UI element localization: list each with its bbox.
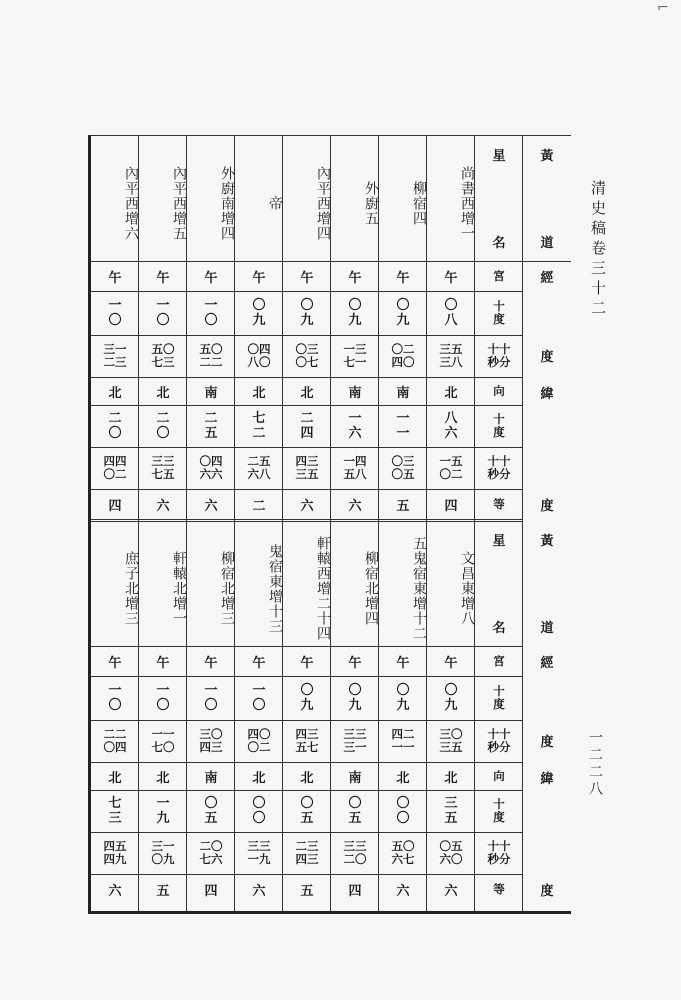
cell-ms: 〇三 〇七 — [295, 342, 319, 369]
label-dao: 道 — [540, 620, 554, 636]
cell-mag: 六 — [252, 883, 266, 899]
cell-latms: 五〇 六七 — [391, 839, 415, 866]
cell-latms: 三三 二〇 — [343, 839, 367, 866]
section-divider — [523, 261, 571, 262]
cell-deg: 〇 九 — [396, 298, 410, 328]
star-name: 軒轅西增二十四 — [315, 536, 331, 641]
label-huang: 黃 — [540, 148, 554, 164]
cell-palace: 午 — [252, 270, 266, 286]
star-name: 內平西增五 — [171, 166, 187, 241]
star-name: 柳宿四 — [411, 181, 427, 226]
cell-dir: 南 — [204, 385, 218, 401]
cell-dir: 北 — [300, 385, 314, 401]
cell-ms: 三〇 四三 — [199, 727, 223, 754]
header-dir: 向 — [493, 768, 505, 783]
cell-palace: 午 — [300, 655, 314, 671]
cell-ms: 三三 三一 — [343, 727, 367, 754]
cell-mag: 六 — [444, 883, 458, 899]
header-name: 名 — [492, 235, 506, 251]
star-name: 帝 — [267, 196, 283, 211]
cell-mag: 四 — [444, 498, 458, 514]
cell-latms: 一五 〇二 — [439, 454, 463, 481]
cell-mag: 四 — [204, 883, 218, 899]
cell-ms: 四三 五七 — [295, 727, 319, 754]
cell-ms: 一三 七一 — [343, 342, 367, 369]
header-deg: 十 度 — [493, 684, 505, 711]
star-name: 鬼宿東增十三 — [267, 543, 283, 634]
cell-palace: 午 — [204, 655, 218, 671]
cell-palace: 午 — [396, 655, 410, 671]
cell-palace: 午 — [396, 270, 410, 286]
cell-mag: 六 — [204, 498, 218, 514]
header-palace: 宮 — [493, 268, 505, 283]
cell-palace: 午 — [348, 270, 362, 286]
cell-latms: 四五 四九 — [103, 839, 127, 866]
label-wei: 緯 — [540, 386, 554, 402]
cell-latdeg: 七 二 — [252, 411, 266, 441]
cell-dir: 北 — [156, 770, 170, 786]
cell-mag: 五 — [396, 498, 410, 514]
cell-palace: 午 — [108, 270, 122, 286]
cell-latms: 二五 六八 — [247, 454, 271, 481]
row-divider — [91, 519, 523, 520]
star-table — [88, 135, 571, 914]
cell-latdeg: 二 〇 — [156, 411, 170, 441]
cell-deg: 一 〇 — [108, 683, 122, 713]
cell-deg: 〇 九 — [300, 683, 314, 713]
cell-deg: 一 〇 — [108, 298, 122, 328]
label-du: 度 — [540, 734, 554, 750]
cell-deg: 〇 九 — [444, 683, 458, 713]
header-ms: 十十 秒分 — [487, 342, 511, 369]
cell-dir: 北 — [396, 770, 410, 786]
star-name: 柳宿北增四 — [363, 551, 379, 626]
label-du2: 度 — [540, 498, 554, 514]
cell-mag: 六 — [396, 883, 410, 899]
cell-deg: 〇 八 — [444, 298, 458, 328]
cell-dir: 北 — [444, 385, 458, 401]
star-name: 軒轅北增一 — [171, 551, 187, 626]
cell-palace: 午 — [108, 655, 122, 671]
header-palace: 宮 — [493, 653, 505, 668]
side-title: 清史稿卷三十二 — [589, 180, 607, 320]
cell-latdeg: 二 五 — [204, 411, 218, 441]
header-deg: 十 度 — [493, 299, 505, 326]
cell-latms: 三三 一九 — [247, 839, 271, 866]
cell-dir: 北 — [252, 770, 266, 786]
cell-mag: 四 — [348, 883, 362, 899]
label-dao: 道 — [540, 235, 554, 251]
cell-latms: 三一 〇九 — [151, 839, 175, 866]
star-name: 外廚五 — [363, 181, 379, 226]
cell-mag: 五 — [156, 883, 170, 899]
cell-ms: 二二 〇四 — [103, 727, 127, 754]
cell-palace: 午 — [156, 270, 170, 286]
cell-latms: 〇三 〇五 — [391, 454, 415, 481]
star-name: 柳宿北增三 — [219, 551, 235, 626]
cell-deg: 〇 九 — [300, 298, 314, 328]
cell-dir: 北 — [156, 385, 170, 401]
cell-latdeg: 一 一 — [396, 411, 410, 441]
cell-latdeg: 〇 〇 — [252, 796, 266, 826]
header-name: 名 — [492, 620, 506, 636]
cell-dir: 南 — [396, 385, 410, 401]
cell-mag: 六 — [300, 498, 314, 514]
cell-latdeg: 八 六 — [444, 411, 458, 441]
cell-latms: 〇五 六〇 — [439, 839, 463, 866]
cell-ms: 四〇 〇二 — [247, 727, 271, 754]
cell-ms: 三一 二三 — [103, 342, 127, 369]
cell-ms: 三〇 三五 — [439, 727, 463, 754]
cell-latms: 四四 〇二 — [103, 454, 127, 481]
cell-dir: 南 — [204, 770, 218, 786]
header-latms: 十十 秒分 — [487, 454, 511, 481]
cell-latdeg: 三 五 — [444, 796, 458, 826]
cell-mag: 二 — [252, 498, 266, 514]
star-name: 內平西增六 — [123, 166, 139, 241]
cell-latdeg: 〇 五 — [348, 796, 362, 826]
cell-latms: 一四 五八 — [343, 454, 367, 481]
cell-palace: 午 — [252, 655, 266, 671]
cell-dir: 北 — [300, 770, 314, 786]
cell-palace: 午 — [300, 270, 314, 286]
label-huang: 黃 — [540, 533, 554, 549]
cell-ms: 〇四 八〇 — [247, 342, 271, 369]
cell-mag: 四 — [108, 498, 122, 514]
cell-ms: 三五 三八 — [439, 342, 463, 369]
cell-deg: 一 〇 — [156, 298, 170, 328]
cell-latdeg: 七 三 — [108, 796, 122, 826]
cell-latdeg: 一 六 — [348, 411, 362, 441]
cell-dir: 北 — [108, 770, 122, 786]
cell-latdeg: 〇 五 — [204, 796, 218, 826]
cell-deg: 一 〇 — [204, 298, 218, 328]
cell-ms: 〇二 四〇 — [391, 342, 415, 369]
cell-deg: 一 〇 — [252, 683, 266, 713]
cell-deg: 〇 九 — [396, 683, 410, 713]
header-mag: 等 — [493, 881, 505, 896]
label-jing: 經 — [540, 270, 554, 286]
cell-mag: 六 — [108, 883, 122, 899]
star-name: 尚書西增一 — [459, 166, 475, 241]
cell-latdeg: 二 四 — [300, 411, 314, 441]
cell-dir: 北 — [108, 385, 122, 401]
header-mag: 等 — [493, 496, 505, 511]
header-latdeg: 十 度 — [493, 412, 505, 439]
header-latms: 十十 秒分 — [487, 839, 511, 866]
header-dir: 向 — [493, 383, 505, 398]
cell-deg: 〇 九 — [348, 683, 362, 713]
cell-latdeg: 〇 五 — [300, 796, 314, 826]
cell-latdeg: 一 九 — [156, 796, 170, 826]
star-name: 文昌東增八 — [459, 551, 475, 626]
cell-mag: 六 — [156, 498, 170, 514]
star-name: 五鬼宿東增十二 — [411, 536, 427, 641]
star-name: 內平西增四 — [315, 166, 331, 241]
star-name: 庶子北增三 — [123, 551, 139, 626]
cell-dir: 北 — [252, 385, 266, 401]
cell-dir: 北 — [444, 770, 458, 786]
cell-deg: 〇 九 — [252, 298, 266, 328]
header-ms: 十十 秒分 — [487, 727, 511, 754]
cell-deg: 一 〇 — [156, 683, 170, 713]
cell-palace: 午 — [348, 655, 362, 671]
label-jing: 經 — [540, 655, 554, 671]
cell-deg: 一 〇 — [204, 683, 218, 713]
cell-ms: 五〇 二二 — [199, 342, 223, 369]
cell-ms: 四二 一一 — [391, 727, 415, 754]
cell-palace: 午 — [156, 655, 170, 671]
cell-palace: 午 — [444, 655, 458, 671]
star-name: 外廚南增四 — [219, 166, 235, 241]
cell-latdeg: 〇 〇 — [396, 796, 410, 826]
cell-latms: 二三 四三 — [295, 839, 319, 866]
label-du: 度 — [540, 349, 554, 365]
cell-mag: 六 — [348, 498, 362, 514]
corner-mark: ⌐ — [657, 0, 669, 16]
cell-latdeg: 二 〇 — [108, 411, 122, 441]
label-du2: 度 — [540, 883, 554, 899]
cell-latms: 二〇 七六 — [199, 839, 223, 866]
cell-ms: 五〇 七三 — [151, 342, 175, 369]
cell-latms: 三三 七五 — [151, 454, 175, 481]
label-wei: 緯 — [540, 771, 554, 787]
cell-palace: 午 — [204, 270, 218, 286]
cell-latms: 四三 三五 — [295, 454, 319, 481]
page-number: 一二二八 — [587, 730, 603, 798]
cell-mag: 五 — [300, 883, 314, 899]
header-star: 星 — [492, 148, 506, 164]
cell-dir: 南 — [348, 385, 362, 401]
header-star: 星 — [492, 533, 506, 549]
cell-deg: 〇 九 — [348, 298, 362, 328]
cell-dir: 南 — [348, 770, 362, 786]
cell-latms: 〇四 六六 — [199, 454, 223, 481]
header-latdeg: 十 度 — [493, 797, 505, 824]
cell-ms: 一一 七〇 — [151, 727, 175, 754]
cell-palace: 午 — [444, 270, 458, 286]
